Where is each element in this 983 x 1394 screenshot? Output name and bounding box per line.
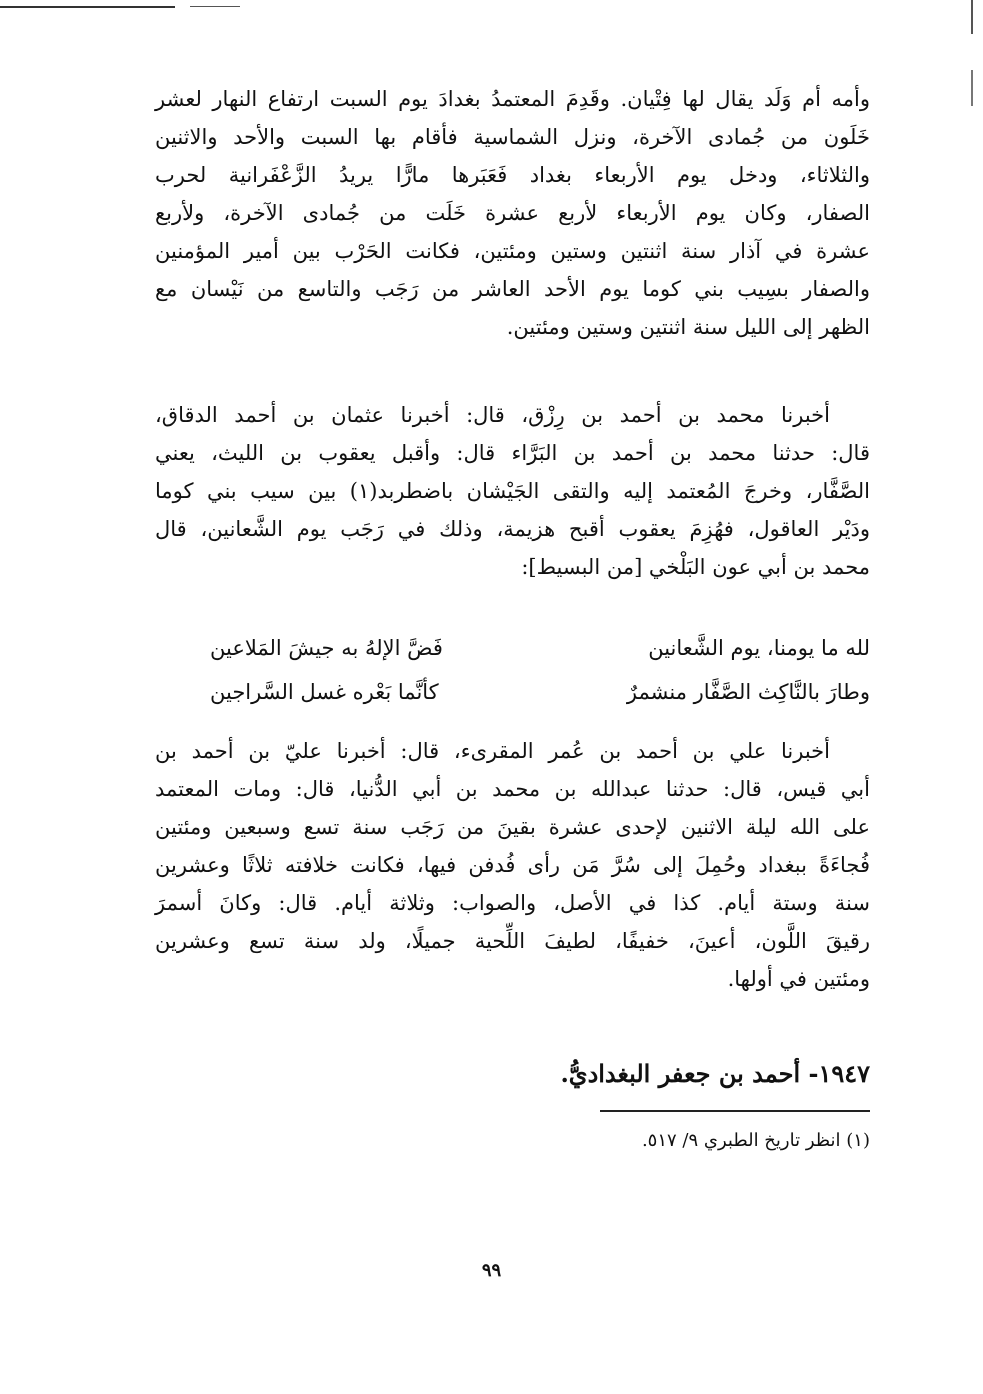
poem xyxy=(210,626,870,714)
text-line: أخبرنا علي بن أحمد بن عُمر المقرىء، قال: أخبرنا عليّ بن أحمد بن xyxy=(155,739,830,763)
verse-line xyxy=(210,670,870,714)
text-line: الصفار، وكان يوم الأربعاء لأربع عشرة خَلَت من جُمادى الآخرة، ولأربع xyxy=(155,201,870,225)
text-line: ومئتين في أولها. xyxy=(727,967,870,991)
text-line: محمد بن أبي عون البَلْخي [من البسيط]: xyxy=(521,555,870,579)
text-line: عشرة في آذار سنة اثنتين وستين ومئتين، فكانت الحَرْب بين أمير المؤمنين xyxy=(155,239,870,263)
scan-edge-tick xyxy=(971,70,973,106)
text-line: ودَيْر العاقول، فهُزِمَ يعقوب أقبح هزيمة، وذلك في رَجَب يوم الشَّعانين، قال xyxy=(155,517,870,541)
footnote-divider xyxy=(600,1110,870,1112)
verse-second-hemistich: فَضَّ الإلهُ به جيشَ المَلاعين xyxy=(210,636,443,660)
text-line: فُجاءَةً ببغداد وحُمِلَ إلى سُرَّ مَن رأى فُدفن فيها، فكانت خلافته ثلاثًا وعشرين xyxy=(155,853,870,877)
scan-edge-line xyxy=(0,6,175,8)
page-number: ٩٩ xyxy=(481,1260,502,1281)
verse-line xyxy=(210,626,870,670)
verse-second-hemistich: كأنَّما بَعْره غسل السَّراجين xyxy=(210,680,439,704)
entry-heading: ١٩٤٧- أحمد بن جعفر البغداديُّ. xyxy=(560,1059,870,1088)
scan-edge-dash xyxy=(190,6,240,7)
text-line: الصَّفَّار، وخرجَ المُعتمد إليه والتقى الجَيْشان باضطربد(١) بين سيب بني كوما xyxy=(155,479,870,503)
text-line: قال: حدثنا محمد بن أحمد بن البَرَّاء قال: وأقبل يعقوب بن الليث، يعني xyxy=(155,441,870,465)
text-line: خَلَون من جُمادى الآخرة، ونزل الشماسية فأقام بها السبت والأحد والاثنين xyxy=(155,125,870,149)
verse-first-hemistich: وطارَ بالنَّاكِث الصَّفَّار منشمرٌ xyxy=(626,680,870,704)
text-line: أبي قيس، قال: حدثنا عبدالله بن محمد بن أبي الدُّنيا، قال: ومات المعتمد xyxy=(155,777,870,801)
verse-first-hemistich: لله ما يومنا، يوم الشَّعانين xyxy=(648,636,870,660)
paragraph-3 xyxy=(155,732,870,998)
text-line: والصفار بسِيب بني كوما يوم الأحد العاشر من رَجَب والتاسع من نَيْسان مع xyxy=(155,277,870,301)
text-line: الظهر إلى الليل سنة اثنتين وستين ومئتين. xyxy=(506,315,870,339)
text-line: وأمه أم وَلَد يقال لها فِتْيان. وقَدِمَ المعتمدُ بغدادَ يوم السبت ارتفاع النهار لعشر xyxy=(155,87,870,111)
text-line: على الله ليلة الاثنين لإحدى عشرة بقينَ من رَجَب سنة تسع وسبعين ومئتين xyxy=(155,815,870,839)
text-line: سنة وستة أيام. كذا في الأصل، والصواب: وثلاثة أيام. قال: وكانَ أسمرَ xyxy=(155,891,870,915)
text-line: والثلاثاء، ودخل يوم الأربعاء بغداد فَعَبَرها مارًّا يريدُ الزَّعْفَرانية لحرب xyxy=(155,163,870,187)
paragraph-1 xyxy=(155,80,870,346)
text-line: رقيقَ اللَّون، أعينَ، خفيفًا، لطيفَ اللِّحية جميلًا، ولد سنة تسع وعشرين xyxy=(155,929,870,953)
text-line: أخبرنا محمد بن أحمد بن رِزْق، قال: أخبرنا عثمان بن أحمد الدقاق، xyxy=(155,403,830,427)
scan-edge-tick xyxy=(971,0,973,34)
paragraph-2 xyxy=(155,396,870,586)
footnote: (١) انظر تاريخ الطبري ٩/ ٥١٧. xyxy=(641,1130,870,1151)
